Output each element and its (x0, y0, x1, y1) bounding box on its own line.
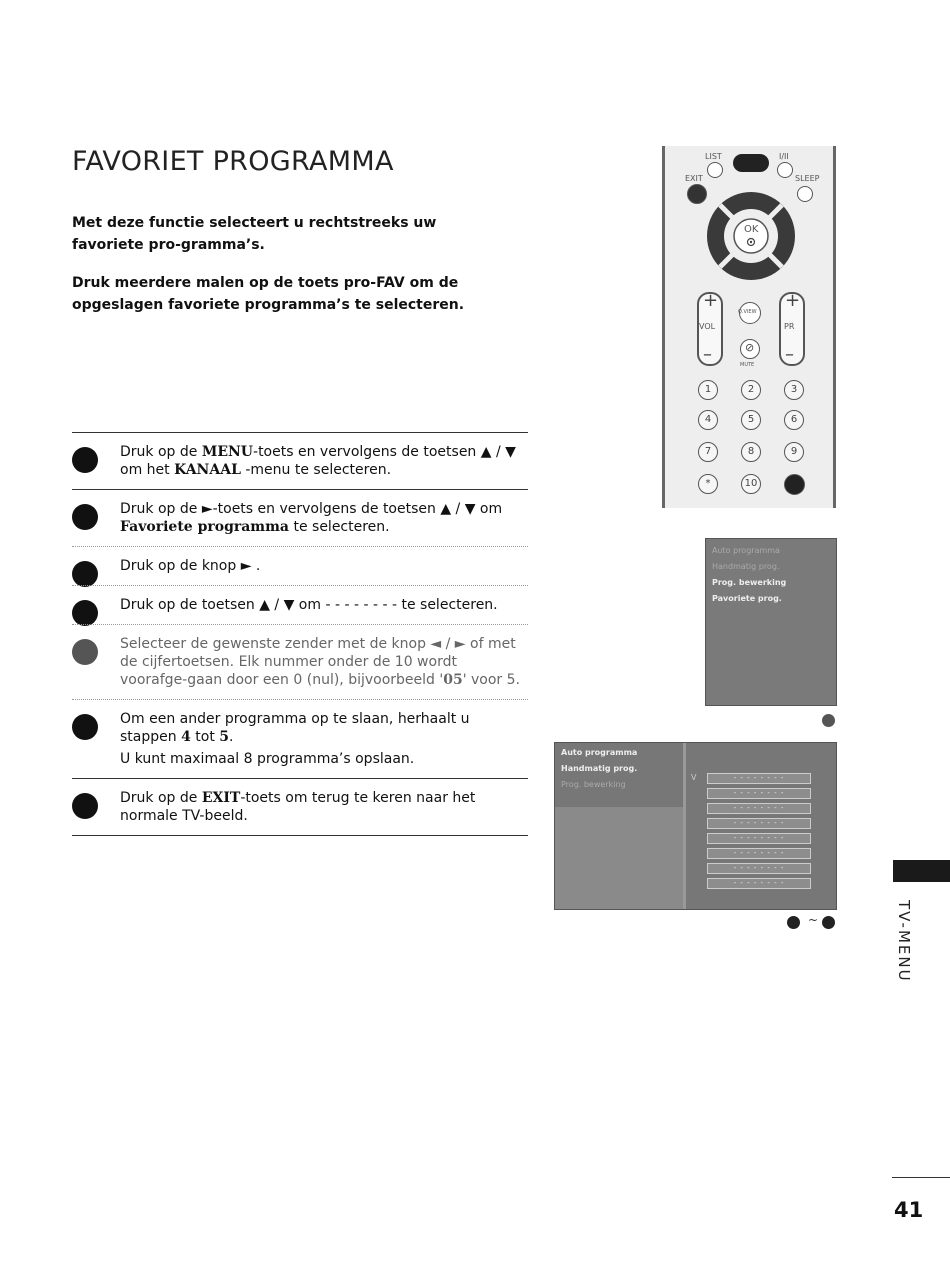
remote-control-illustration (662, 146, 836, 508)
favourite-slot: - - - - - - - - (707, 788, 811, 799)
mute-label: MUTE (740, 362, 755, 368)
menu-divider (683, 743, 686, 909)
step-indicator (822, 714, 835, 727)
menu-item-auto: Auto programma (712, 546, 780, 555)
list-button (707, 162, 723, 178)
step-bullet (72, 447, 98, 473)
menu-item-auto: Auto programma (561, 748, 638, 757)
step-1 (72, 432, 528, 489)
fav-button (784, 474, 805, 495)
number-button-1: 1 (698, 380, 718, 400)
step-note: U kunt maximaal 8 programma’s opslaan. (120, 751, 415, 767)
qview-label: Q.VIEW (738, 309, 757, 315)
step-6 (72, 699, 528, 778)
timer-button (777, 162, 793, 178)
number-button-6: 6 (784, 410, 804, 430)
pr-minus-icon: – (785, 344, 794, 365)
step-5 (72, 624, 528, 699)
favourite-slot: - - - - - - - - (707, 803, 811, 814)
mute-icon: ⊘ (745, 341, 755, 354)
exit-label: EXIT (685, 174, 703, 183)
favourite-slot: - - - - - - - - (707, 848, 811, 859)
section-label: TV-MENU (895, 900, 913, 983)
step-text: Om een ander programma op te slaan, herhaalt u stappen 4 tot 5. (120, 711, 470, 745)
page-title: FAVORIET PROGRAMMA (72, 146, 394, 177)
vol-minus-icon: – (703, 344, 712, 365)
step-text: Druk op de ►-toets en vervolgens de toetsen ▲ / ▼ om Favoriete programma te selecteren. (120, 501, 503, 535)
pr-plus-icon: + (785, 290, 801, 311)
star-button: * (698, 474, 718, 494)
step-bullet (72, 639, 98, 665)
step-text: Druk op de knop ► . (120, 558, 261, 574)
vol-plus-icon: + (703, 290, 719, 311)
step-bullet (72, 504, 98, 530)
favourite-slot: - - - - - - - - (707, 863, 811, 874)
sleep-label: SLEEP (795, 174, 820, 183)
step-indicator-end (822, 916, 835, 929)
menu-item-edit: Prog. bewerking (712, 578, 787, 587)
pr-label: PR (784, 322, 795, 331)
step-text: Druk op de toetsen ▲ / ▼ om - - - - - - - - te selecteren. (120, 597, 498, 613)
number-button-3: 3 (784, 380, 804, 400)
intro-paragraph-2: Druk meerdere malen op de toets pro-FAV om de opgeslagen favoriete programma’s te selecteren. (72, 275, 465, 313)
favourite-slot: - - - - - - - - (707, 773, 811, 784)
favourite-slot: - - - - - - - - (707, 818, 811, 829)
step-bullet (72, 600, 98, 626)
vol-label: VOL (699, 322, 716, 331)
step-bullet (72, 561, 98, 587)
menu-item-manual: Handmatig prog. (561, 764, 638, 773)
menu-item-edit: Prog. bewerking (561, 780, 626, 789)
nav-ring-icon (701, 186, 801, 286)
step-indicator-start (787, 916, 800, 929)
step-list (72, 432, 528, 836)
number-button-9: 9 (784, 442, 804, 462)
number-button-5: 5 (741, 410, 761, 430)
number-button-2: 2 (741, 380, 761, 400)
step-4 (72, 585, 528, 624)
power-label: I/II (779, 152, 789, 161)
section-tab (893, 860, 950, 882)
number-button-8: 8 (741, 442, 761, 462)
page-rule (892, 1177, 950, 1178)
channel-menu (706, 543, 816, 607)
tv-menu-screen-1 (705, 538, 837, 706)
step-3 (72, 546, 528, 585)
tv-menu-screen-2 (554, 742, 837, 910)
step-2 (72, 489, 528, 546)
step-text: Druk op de MENU-toets en vervolgens de toetsen ▲ / ▼ om het KANAAL -menu te selecteren. (120, 444, 516, 478)
number-button-4: 4 (698, 410, 718, 430)
down-arrow-icon: V (691, 773, 697, 782)
list-label: LIST (705, 152, 722, 161)
range-tilde: ~ (808, 913, 819, 927)
step-bullet (72, 714, 98, 740)
intro-paragraph-1: Met deze functie selecteert u rechtstreeks uw favoriete pro-gramma’s. (72, 215, 437, 253)
favourite-slot: - - - - - - - - (707, 833, 811, 844)
ok-label: OK (744, 224, 759, 235)
step-text: Druk op de EXIT-toets om terug te keren naar het normale TV-beeld. (120, 790, 476, 824)
step-text: Selecteer de gewenste zender met de knop ◄ / ► of met de cijfertoetsen. Elk nummer onder de 10 wordt voorafge-gaan door een 0 (nul), bijvoorbeeld '05' voor 5. (120, 636, 520, 688)
favourite-slot: - - - - - - - - (707, 878, 811, 889)
step-bullet (72, 793, 98, 819)
menu-panel (555, 807, 683, 909)
power-button (733, 154, 769, 172)
step-7 (72, 778, 528, 836)
number-button-10: 10 (741, 474, 761, 494)
menu-item-favourite: Pavoriete prog. (712, 594, 782, 603)
number-button-7: 7 (698, 442, 718, 462)
channel-menu (555, 745, 683, 793)
page-number: 41 (894, 1198, 924, 1222)
menu-item-manual: Handmatig prog. (712, 562, 780, 571)
